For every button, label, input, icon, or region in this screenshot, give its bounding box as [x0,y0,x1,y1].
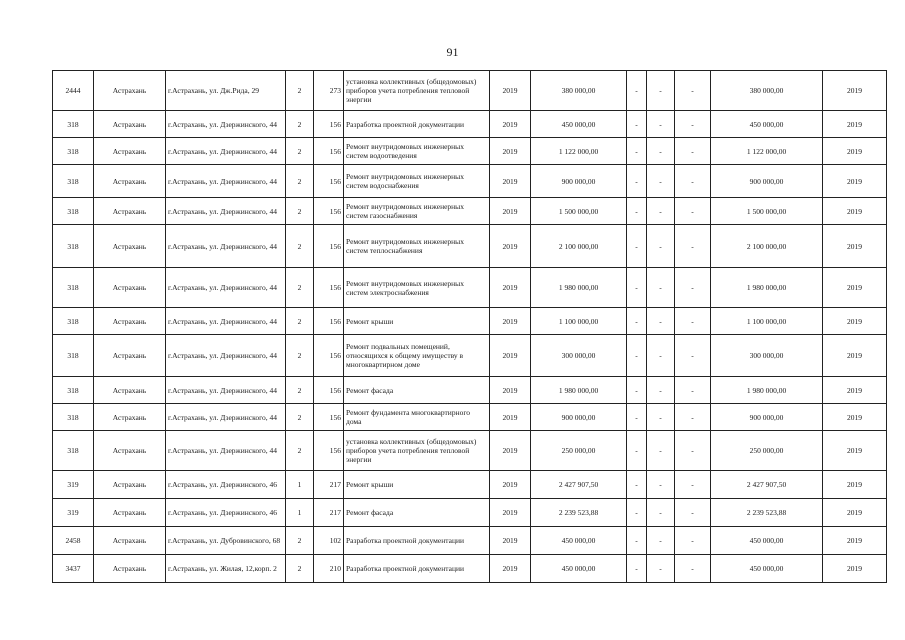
fund-share-2-cell: - [647,165,675,198]
completion-year-cell: 2019 [823,377,887,404]
cost-cell: 2 100 000,00 [531,225,627,268]
total-cost-cell: 450 000,00 [711,527,823,555]
floors-cell: 2 [286,308,314,335]
work-type-cell: Ремонт внутридомовых инженерных систем электроснабжения [344,268,490,308]
table-row [53,555,887,583]
cost-cell: 2 239 523,88 [531,499,627,527]
fund-share-3-cell: - [675,198,711,225]
fund-share-2-cell: - [647,335,675,377]
city-cell: Астрахань [94,404,166,431]
row-id-cell: 318 [53,138,94,165]
table-row [53,499,887,527]
fund-share-3-cell: - [675,431,711,471]
completion-year-cell: 2019 [823,555,887,583]
total-cost-cell: 300 000,00 [711,335,823,377]
floors-cell: 2 [286,198,314,225]
completion-year-cell: 2019 [823,527,887,555]
city-cell: Астрахань [94,111,166,138]
fund-share-1-cell: - [627,527,647,555]
cost-cell: 1 980 000,00 [531,268,627,308]
floors-cell: 1 [286,499,314,527]
row-id-cell: 318 [53,431,94,471]
number-cell: 273 [314,71,344,111]
number-cell: 217 [314,499,344,527]
fund-share-3-cell: - [675,377,711,404]
work-type-cell: Ремонт крыши [344,308,490,335]
city-cell: Астрахань [94,308,166,335]
floors-cell: 2 [286,527,314,555]
city-cell: Астрахань [94,71,166,111]
fund-share-1-cell: - [627,268,647,308]
fund-share-1-cell: - [627,431,647,471]
row-id-cell: 318 [53,377,94,404]
fund-share-3-cell: - [675,225,711,268]
completion-year-cell: 2019 [823,71,887,111]
fund-share-2-cell: - [647,138,675,165]
capital-repair-table [52,70,887,583]
number-cell: 156 [314,165,344,198]
city-cell: Астрахань [94,499,166,527]
work-type-cell: Ремонт фасада [344,377,490,404]
fund-share-1-cell: - [627,225,647,268]
fund-share-2-cell: - [647,527,675,555]
fund-share-2-cell: - [647,377,675,404]
completion-year-cell: 2019 [823,268,887,308]
fund-share-1-cell: - [627,198,647,225]
fund-share-1-cell: - [627,499,647,527]
floors-cell: 2 [286,404,314,431]
year-cell: 2019 [490,377,531,404]
number-cell: 156 [314,138,344,165]
fund-share-3-cell: - [675,138,711,165]
floors-cell: 2 [286,555,314,583]
completion-year-cell: 2019 [823,499,887,527]
row-id-cell: 318 [53,198,94,225]
city-cell: Астрахань [94,225,166,268]
fund-share-2-cell: - [647,198,675,225]
cost-cell: 450 000,00 [531,555,627,583]
total-cost-cell: 900 000,00 [711,404,823,431]
completion-year-cell: 2019 [823,165,887,198]
fund-share-1-cell: - [627,165,647,198]
work-type-cell: Ремонт внутридомовых инженерных систем водоотведения [344,138,490,165]
row-id-cell: 318 [53,165,94,198]
address-cell: г.Астрахань, ул. Дзержинского, 44 [166,138,286,165]
fund-share-3-cell: - [675,165,711,198]
row-id-cell: 318 [53,335,94,377]
table-row [53,225,887,268]
cost-cell: 450 000,00 [531,527,627,555]
row-id-cell: 319 [53,471,94,499]
cost-cell: 450 000,00 [531,111,627,138]
city-cell: Астрахань [94,165,166,198]
year-cell: 2019 [490,71,531,111]
address-cell: г.Астрахань, ул. Дзержинского, 44 [166,268,286,308]
row-id-cell: 318 [53,308,94,335]
cost-cell: 2 427 907,50 [531,471,627,499]
year-cell: 2019 [490,499,531,527]
work-type-cell: Разработка проектной документации [344,527,490,555]
total-cost-cell: 450 000,00 [711,111,823,138]
fund-share-1-cell: - [627,335,647,377]
cost-cell: 1 122 000,00 [531,138,627,165]
work-type-cell: Ремонт подвальных помещений, относящихся к общему имуществу в многоквартирном доме [344,335,490,377]
fund-share-3-cell: - [675,111,711,138]
cost-cell: 1 980 000,00 [531,377,627,404]
floors-cell: 2 [286,165,314,198]
floors-cell: 2 [286,138,314,165]
fund-share-2-cell: - [647,111,675,138]
completion-year-cell: 2019 [823,471,887,499]
fund-share-2-cell: - [647,499,675,527]
total-cost-cell: 1 100 000,00 [711,308,823,335]
address-cell: г.Астрахань, ул. Дж.Рида, 29 [166,71,286,111]
city-cell: Астрахань [94,527,166,555]
row-id-cell: 2444 [53,71,94,111]
completion-year-cell: 2019 [823,404,887,431]
floors-cell: 2 [286,268,314,308]
number-cell: 210 [314,555,344,583]
number-cell: 156 [314,198,344,225]
number-cell: 156 [314,431,344,471]
fund-share-3-cell: - [675,499,711,527]
work-type-cell: Разработка проектной документации [344,111,490,138]
fund-share-3-cell: - [675,268,711,308]
work-type-cell: Ремонт внутридомовых инженерных систем газоснабжения [344,198,490,225]
fund-share-2-cell: - [647,308,675,335]
fund-share-3-cell: - [675,527,711,555]
fund-share-2-cell: - [647,71,675,111]
address-cell: г.Астрахань, ул. Жилая, 12,корп. 2 [166,555,286,583]
work-type-cell: Ремонт внутридомовых инженерных систем водоснабжения [344,165,490,198]
address-cell: г.Астрахань, ул. Дзержинского, 44 [166,431,286,471]
number-cell: 156 [314,111,344,138]
fund-share-1-cell: - [627,471,647,499]
table-row [53,308,887,335]
work-type-cell: Разработка проектной документации [344,555,490,583]
total-cost-cell: 1 500 000,00 [711,198,823,225]
table-row [53,431,887,471]
city-cell: Астрахань [94,555,166,583]
address-cell: г.Астрахань, ул. Дзержинского, 44 [166,198,286,225]
fund-share-2-cell: - [647,431,675,471]
total-cost-cell: 2 100 000,00 [711,225,823,268]
fund-share-2-cell: - [647,268,675,308]
fund-share-3-cell: - [675,404,711,431]
fund-share-1-cell: - [627,308,647,335]
completion-year-cell: 2019 [823,138,887,165]
number-cell: 156 [314,308,344,335]
row-id-cell: 318 [53,268,94,308]
cost-cell: 1 100 000,00 [531,308,627,335]
table-row [53,335,887,377]
floors-cell: 1 [286,471,314,499]
row-id-cell: 3437 [53,555,94,583]
completion-year-cell: 2019 [823,111,887,138]
year-cell: 2019 [490,555,531,583]
table-row [53,111,887,138]
number-cell: 156 [314,335,344,377]
total-cost-cell: 2 239 523,88 [711,499,823,527]
work-type-cell: Ремонт фундамента многоквартирного дома [344,404,490,431]
cost-cell: 380 000,00 [531,71,627,111]
total-cost-cell: 1 122 000,00 [711,138,823,165]
row-id-cell: 319 [53,499,94,527]
city-cell: Астрахань [94,471,166,499]
completion-year-cell: 2019 [823,225,887,268]
cost-cell: 300 000,00 [531,335,627,377]
city-cell: Астрахань [94,198,166,225]
city-cell: Астрахань [94,268,166,308]
fund-share-1-cell: - [627,404,647,431]
year-cell: 2019 [490,225,531,268]
address-cell: г.Астрахань, ул. Дзержинского, 44 [166,404,286,431]
year-cell: 2019 [490,527,531,555]
floors-cell: 2 [286,335,314,377]
work-type-cell: установка коллективных (общедомовых) приборов учета потребления тепловой энергии [344,431,490,471]
work-type-cell: Ремонт фасада [344,499,490,527]
floors-cell: 2 [286,111,314,138]
total-cost-cell: 450 000,00 [711,555,823,583]
city-cell: Астрахань [94,138,166,165]
work-type-cell: Ремонт внутридомовых инженерных систем теплоснабжения [344,225,490,268]
fund-share-3-cell: - [675,71,711,111]
number-cell: 156 [314,404,344,431]
completion-year-cell: 2019 [823,308,887,335]
fund-share-1-cell: - [627,377,647,404]
fund-share-2-cell: - [647,555,675,583]
address-cell: г.Астрахань, ул. Дзержинского, 44 [166,377,286,404]
work-type-cell: установка коллективных (общедомовых) приборов учета потребления тепловой энергии [344,71,490,111]
city-cell: Астрахань [94,335,166,377]
number-cell: 102 [314,527,344,555]
address-cell: г.Астрахань, ул. Дубровинского, 68 [166,527,286,555]
fund-share-2-cell: - [647,471,675,499]
city-cell: Астрахань [94,431,166,471]
fund-share-3-cell: - [675,335,711,377]
work-type-cell: Ремонт крыши [344,471,490,499]
address-cell: г.Астрахань, ул. Дзержинского, 44 [166,165,286,198]
fund-share-2-cell: - [647,404,675,431]
address-cell: г.Астрахань, ул. Дзержинского, 46 [166,499,286,527]
year-cell: 2019 [490,404,531,431]
year-cell: 2019 [490,471,531,499]
number-cell: 156 [314,268,344,308]
floors-cell: 2 [286,225,314,268]
fund-share-3-cell: - [675,308,711,335]
table-row [53,268,887,308]
cost-cell: 900 000,00 [531,165,627,198]
address-cell: г.Астрахань, ул. Дзержинского, 44 [166,308,286,335]
total-cost-cell: 1 980 000,00 [711,268,823,308]
table-row [53,471,887,499]
row-id-cell: 318 [53,225,94,268]
total-cost-cell: 900 000,00 [711,165,823,198]
row-id-cell: 318 [53,404,94,431]
city-cell: Астрахань [94,377,166,404]
fund-share-3-cell: - [675,555,711,583]
row-id-cell: 2458 [53,527,94,555]
fund-share-1-cell: - [627,71,647,111]
table-row [53,377,887,404]
fund-share-1-cell: - [627,555,647,583]
address-cell: г.Астрахань, ул. Дзержинского, 44 [166,335,286,377]
cost-cell: 1 500 000,00 [531,198,627,225]
year-cell: 2019 [490,138,531,165]
page-number: 91 [446,45,459,59]
number-cell: 156 [314,377,344,404]
year-cell: 2019 [490,165,531,198]
table-row [53,198,887,225]
total-cost-cell: 250 000,00 [711,431,823,471]
table-row [53,165,887,198]
fund-share-3-cell: - [675,471,711,499]
year-cell: 2019 [490,268,531,308]
completion-year-cell: 2019 [823,335,887,377]
year-cell: 2019 [490,335,531,377]
year-cell: 2019 [490,431,531,471]
total-cost-cell: 2 427 907,50 [711,471,823,499]
floors-cell: 2 [286,431,314,471]
total-cost-cell: 1 980 000,00 [711,377,823,404]
year-cell: 2019 [490,111,531,138]
address-cell: г.Астрахань, ул. Дзержинского, 44 [166,111,286,138]
number-cell: 156 [314,225,344,268]
floors-cell: 2 [286,71,314,111]
number-cell: 217 [314,471,344,499]
cost-cell: 250 000,00 [531,431,627,471]
completion-year-cell: 2019 [823,198,887,225]
row-id-cell: 318 [53,111,94,138]
address-cell: г.Астрахань, ул. Дзержинского, 46 [166,471,286,499]
completion-year-cell: 2019 [823,431,887,471]
cost-cell: 900 000,00 [531,404,627,431]
floors-cell: 2 [286,377,314,404]
fund-share-1-cell: - [627,138,647,165]
table-row [53,527,887,555]
year-cell: 2019 [490,198,531,225]
address-cell: г.Астрахань, ул. Дзержинского, 44 [166,225,286,268]
fund-share-2-cell: - [647,225,675,268]
year-cell: 2019 [490,308,531,335]
table-row [53,138,887,165]
table-row [53,404,887,431]
total-cost-cell: 380 000,00 [711,71,823,111]
table-row [53,71,887,111]
fund-share-1-cell: - [627,111,647,138]
